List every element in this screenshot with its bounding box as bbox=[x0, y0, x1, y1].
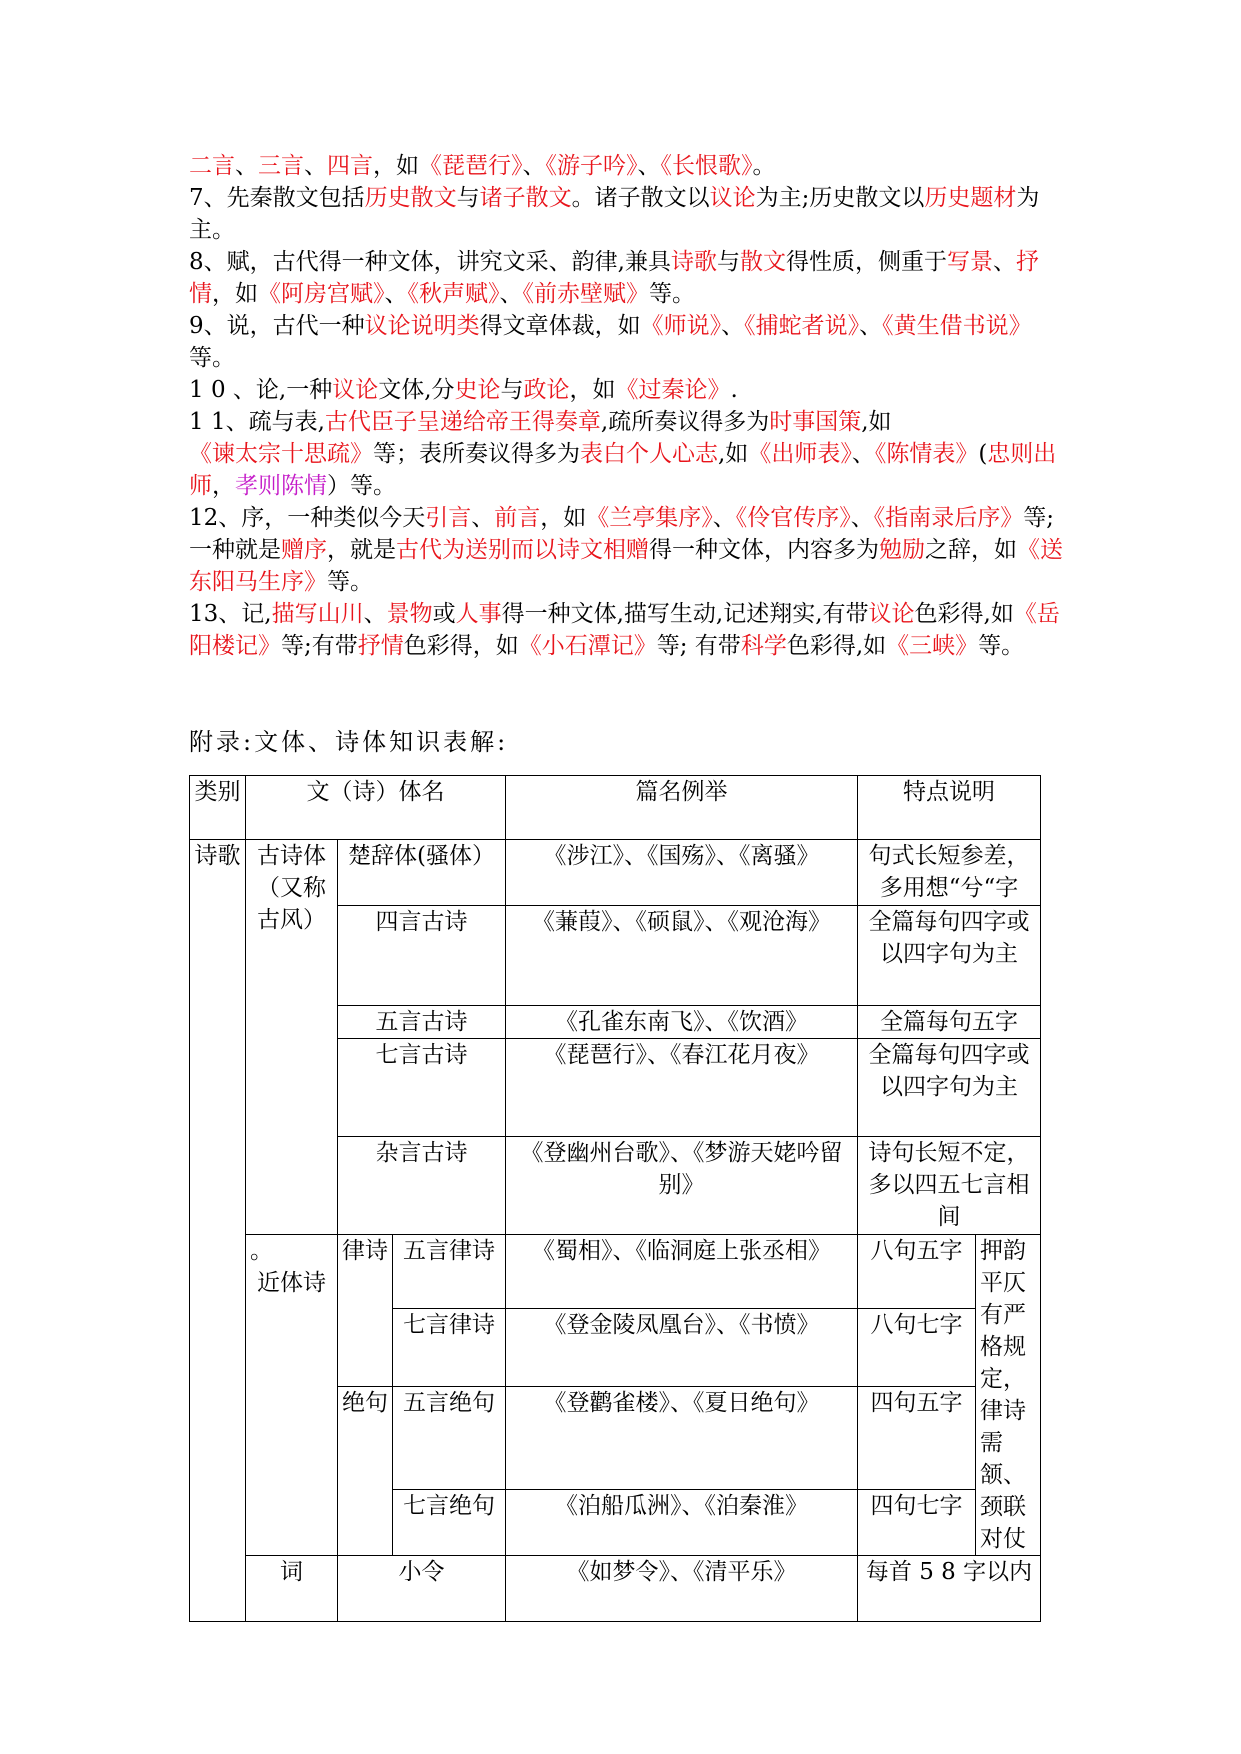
row-features: 四句五字 bbox=[858, 1387, 976, 1490]
highlight-text: 时事国策 bbox=[769, 409, 862, 435]
paragraph-9 bbox=[189, 310, 1069, 374]
highlight-text: 史论 bbox=[454, 377, 501, 403]
body-text: . bbox=[730, 377, 738, 403]
highlight-text: 《师说》 bbox=[640, 313, 722, 339]
table-header-row bbox=[190, 776, 1041, 840]
body-text: 7、先秦散文包括 bbox=[189, 185, 365, 211]
row-features: 诗句长短不定，多以四五七言相间 bbox=[858, 1137, 1041, 1235]
paragraph-13 bbox=[189, 598, 1069, 662]
body-text: 等;有带 bbox=[281, 633, 358, 659]
row-name: 五言绝句 bbox=[393, 1387, 506, 1490]
body-text: 1 1、疏与表, bbox=[189, 409, 325, 435]
body-text: 。 bbox=[752, 153, 776, 179]
highlight-text: 表白个人心志 bbox=[580, 441, 718, 467]
highlight-text: 《黄生借书说》 bbox=[882, 313, 1032, 339]
paragraph-12 bbox=[189, 502, 1069, 598]
body-text: 等。 bbox=[327, 569, 373, 595]
row-features: 全篇每句四字或以四字句为主 bbox=[858, 906, 1041, 1006]
highlight-text: 《长恨歌》 bbox=[660, 153, 753, 179]
highlight-text: 忠则出师 bbox=[189, 441, 1057, 499]
highlight-text: 议论 bbox=[332, 377, 379, 403]
gushiti-cell: 古诗体（又称古风） bbox=[246, 840, 338, 1235]
row-examples: 《如梦令》、《清平乐》 bbox=[506, 1556, 858, 1622]
body-text: 、 bbox=[992, 249, 1016, 275]
highlight-text: 《三峡》 bbox=[886, 633, 979, 659]
highlight-text: 《琵琶行》 bbox=[419, 153, 523, 179]
row-features: 八句五字 bbox=[858, 1235, 976, 1309]
body-text: 、 bbox=[235, 153, 258, 179]
body-text: 、 bbox=[363, 601, 387, 627]
highlight-text: 《伶官传序》 bbox=[735, 505, 851, 531]
highlight-text: 《谏太宗十思疏》 bbox=[189, 441, 373, 467]
header-examples: 篇名例举 bbox=[506, 776, 858, 840]
row-features: 四句七字 bbox=[858, 1490, 976, 1556]
body-text: ，如 bbox=[569, 377, 616, 403]
body-text: 或 bbox=[432, 601, 456, 627]
body-text: 与 bbox=[456, 185, 480, 211]
body-text: 色彩得,如 bbox=[786, 633, 887, 659]
jintishi-label: 近体诗 bbox=[257, 1270, 326, 1296]
body-text: 、 bbox=[471, 505, 495, 531]
row-examples: 《孔雀东南飞》、《饮酒》 bbox=[506, 1006, 858, 1039]
highlight-text: 历史题材 bbox=[924, 185, 1017, 211]
body-text: 得性质，侧重于 bbox=[785, 249, 947, 275]
paragraph-8 bbox=[189, 246, 1069, 310]
highlight-text: 《陈情表》 bbox=[874, 441, 979, 467]
body-text: ）等。 bbox=[327, 473, 396, 499]
body-text: 、 bbox=[522, 153, 546, 179]
body-text: 色彩得,如 bbox=[914, 601, 1014, 627]
highlight-text: 古代为送别而以诗文相赠 bbox=[396, 537, 649, 563]
body-text: 。诸子散文以 bbox=[571, 185, 710, 211]
row-name: 小令 bbox=[338, 1556, 506, 1622]
lvshi-cell: 律诗 bbox=[338, 1235, 393, 1387]
row-examples: 《登幽州台歌》、《梦游天姥吟留别》 bbox=[506, 1137, 858, 1235]
jueju-cell: 绝句 bbox=[338, 1387, 393, 1556]
jintishi-prefix: 。 bbox=[250, 1238, 273, 1264]
body-text: 9、说，古代一种 bbox=[189, 313, 365, 339]
body-text: 得一种文体,描写生动,记述翔实,有带 bbox=[501, 601, 869, 627]
body-text: 为主;历史散文以 bbox=[755, 185, 925, 211]
row-examples: 《蜀相》、《临洞庭上张丞相》 bbox=[506, 1235, 858, 1309]
highlight-text: 诸子散文 bbox=[479, 185, 572, 211]
row-examples: 《泊船瓜洲》、《泊秦淮》 bbox=[506, 1490, 858, 1556]
row-examples: 《蒹葭》、《硕鼠》、《观沧海》 bbox=[506, 906, 858, 1006]
highlight-text: 《兰亭集序》 bbox=[586, 505, 713, 531]
row-name: 杂言古诗 bbox=[338, 1137, 506, 1235]
highlight-text: 《小石潭记》 bbox=[518, 633, 657, 659]
body-text: 与 bbox=[500, 377, 524, 403]
highlight-text: 《送东阳马生序》 bbox=[189, 537, 1063, 595]
highlight-text: 孝则陈情 bbox=[235, 473, 327, 499]
genre-table bbox=[189, 775, 1041, 1622]
table-row bbox=[190, 1235, 1041, 1309]
highlight-text: 写景 bbox=[946, 249, 993, 275]
row-examples: 《琵琶行》、《春江花月夜》 bbox=[506, 1039, 858, 1137]
highlight-text: 引言 bbox=[425, 505, 472, 531]
body-text: 1 0 、论,一种 bbox=[189, 377, 333, 403]
body-text: 、 bbox=[850, 505, 874, 531]
header-features: 特点说明 bbox=[858, 776, 1041, 840]
body-text: 8、赋，古代得一种文体，讲究文采、韵律,兼具 bbox=[189, 249, 671, 275]
body-text: ，如 bbox=[373, 153, 419, 179]
body-text: 为主。 bbox=[189, 185, 1040, 243]
category-poetry: 诗歌 bbox=[190, 840, 246, 1622]
body-text: 、 bbox=[637, 153, 661, 179]
body-text: ，就是 bbox=[327, 537, 396, 563]
highlight-text: 历史散文 bbox=[364, 185, 457, 211]
body-text: 得一种文体，内容多为 bbox=[649, 537, 879, 563]
row-name: 七言古诗 bbox=[338, 1039, 506, 1137]
body-text: ( bbox=[978, 441, 988, 467]
body-text: 得文章体裁，如 bbox=[479, 313, 641, 339]
header-name: 文（诗）体名 bbox=[246, 776, 506, 840]
highlight-text: 古代臣子呈递给帝王得奏章 bbox=[324, 409, 601, 435]
row-examples: 《登鹳雀楼》、《夏日绝句》 bbox=[506, 1387, 858, 1490]
paragraph-7 bbox=[189, 182, 1069, 246]
highlight-text: 《秋声赋》 bbox=[407, 281, 500, 307]
highlight-text: 前言 bbox=[494, 505, 541, 531]
highlight-text: 四言 bbox=[327, 153, 373, 179]
table-row bbox=[190, 840, 1041, 906]
highlight-text: 勉励 bbox=[879, 537, 925, 563]
highlight-text: 抒情 bbox=[189, 249, 1039, 307]
highlight-text: 政论 bbox=[523, 377, 570, 403]
highlight-text: 议论 bbox=[709, 185, 756, 211]
highlight-text: 描写山川 bbox=[271, 601, 364, 627]
body-text: 12、序，一种类似今天 bbox=[189, 505, 426, 531]
highlight-text: 三言 bbox=[258, 153, 304, 179]
paragraph-10 bbox=[189, 374, 1069, 406]
body-text: 等; 有带 bbox=[656, 633, 741, 659]
body-text: 等;一种就是 bbox=[189, 505, 1055, 563]
body-text: 13、记, bbox=[189, 601, 272, 627]
header-category: 类别 bbox=[190, 776, 246, 840]
highlight-text: 《捕蛇者说》 bbox=[744, 313, 860, 339]
highlight-text: 议论 bbox=[868, 601, 915, 627]
body-text: 文体,分 bbox=[378, 377, 455, 403]
body-text: 色彩得，如 bbox=[403, 633, 519, 659]
row-features: 全篇每句四字或以四字句为主 bbox=[858, 1039, 1041, 1137]
highlight-text: 《指南录后序》 bbox=[873, 505, 1024, 531]
body-text: ,如 bbox=[718, 441, 749, 467]
row-name: 五言古诗 bbox=[338, 1006, 506, 1039]
body-text: 、 bbox=[851, 441, 875, 467]
highlight-text: 二言 bbox=[189, 153, 235, 179]
body-text: 、 bbox=[721, 313, 745, 339]
jinti-note: 押韵平仄有严格规定，律诗需颔、颈联对仗 bbox=[976, 1235, 1041, 1556]
body-text: 、 bbox=[384, 281, 408, 307]
highlight-text: 《游子吟》 bbox=[545, 153, 638, 179]
highlight-text: 赠序 bbox=[281, 537, 327, 563]
jintishi-cell bbox=[246, 1235, 338, 1556]
row-examples: 《登金陵凤凰台》、《书愤》 bbox=[506, 1309, 858, 1387]
paragraph-11 bbox=[189, 406, 1069, 502]
highlight-text: 议论说明类 bbox=[364, 313, 480, 339]
body-text: ,如 bbox=[861, 409, 892, 435]
body-text: ，如 bbox=[540, 505, 587, 531]
body-text: 等。 bbox=[189, 345, 235, 371]
body-text: 与 bbox=[716, 249, 740, 275]
body-text: ， bbox=[212, 473, 235, 499]
ci-cell: 词 bbox=[246, 1556, 338, 1622]
body-text: 、 bbox=[859, 313, 883, 339]
row-features: 八句七字 bbox=[858, 1309, 976, 1387]
row-name: 四言古诗 bbox=[338, 906, 506, 1006]
highlight-text: 《前赤壁赋》 bbox=[522, 281, 649, 307]
row-examples: 《涉江》、《国殇》、《离骚》 bbox=[506, 840, 858, 906]
body-text: 、 bbox=[499, 281, 523, 307]
row-features: 每首 5 8 字以内 bbox=[858, 1556, 1041, 1622]
highlight-text: 《过秦论》 bbox=[615, 377, 731, 403]
appendix-heading: 附录:文体、诗体知识表解: bbox=[189, 728, 509, 756]
highlight-text: 人事 bbox=[455, 601, 502, 627]
highlight-text: 科学 bbox=[740, 633, 787, 659]
body-text: 等。 bbox=[978, 633, 1025, 659]
body-text: 、 bbox=[712, 505, 736, 531]
row-name: 七言绝句 bbox=[393, 1490, 506, 1556]
row-name: 七言律诗 bbox=[393, 1309, 506, 1387]
body-text: 等。 bbox=[649, 281, 695, 307]
row-name: 楚辞体(骚体） bbox=[338, 840, 506, 906]
highlight-text: 《岳阳楼记》 bbox=[189, 601, 1060, 659]
body-text: ,疏所奏议得多为 bbox=[600, 409, 770, 435]
row-features: 全篇每句五字 bbox=[858, 1006, 1041, 1039]
highlight-text: 散文 bbox=[739, 249, 786, 275]
table-row bbox=[190, 1556, 1041, 1622]
body-text: 等；表所奏议得多为 bbox=[373, 441, 580, 467]
highlight-text: 景物 bbox=[386, 601, 433, 627]
highlight-text: 抒情 bbox=[357, 633, 404, 659]
body-text: ，如 bbox=[212, 281, 258, 307]
highlight-text: 《出师表》 bbox=[748, 441, 852, 467]
highlight-text: 《阿房宫赋》 bbox=[258, 281, 385, 307]
body-text: 之辞，如 bbox=[925, 537, 1017, 563]
paragraph-1 bbox=[189, 150, 1069, 182]
row-features: 句式长短参差，多用想“兮“字 bbox=[858, 840, 1041, 906]
highlight-text: 诗歌 bbox=[670, 249, 717, 275]
body-text: 、 bbox=[304, 153, 327, 179]
row-name: 五言律诗 bbox=[393, 1235, 506, 1309]
